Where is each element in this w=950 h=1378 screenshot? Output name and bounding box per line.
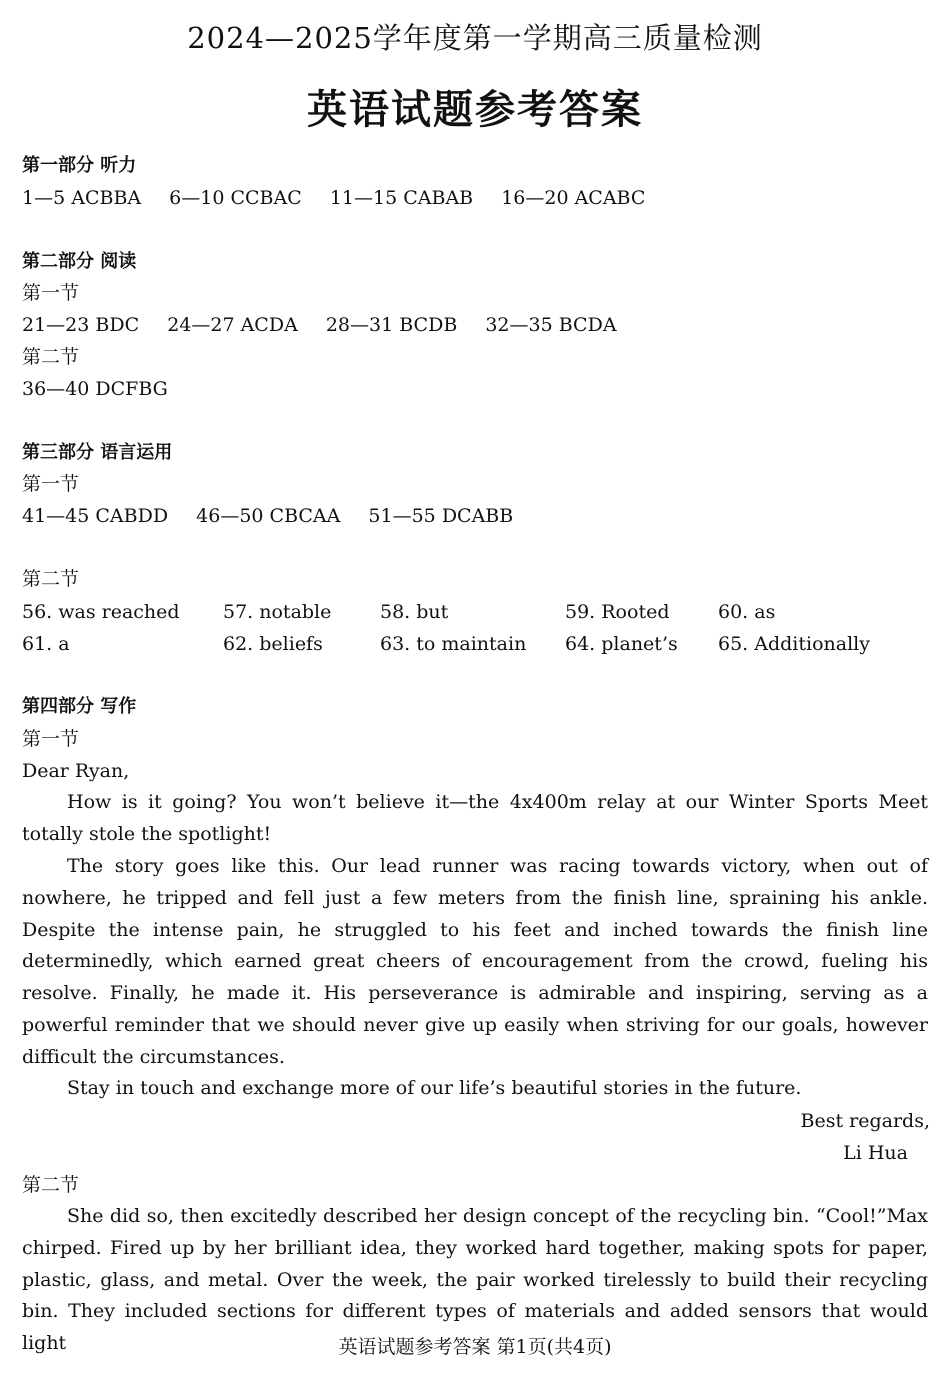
part1-heading: 第一部分 听力: [22, 155, 137, 176]
part2-section2-answers: [22, 373, 190, 405]
part2-section2-label: 第二节: [22, 346, 80, 368]
answer-group: 1—5 ACBBA: [22, 187, 142, 209]
answer-group: 46—50 CBCAA: [196, 505, 341, 527]
letter-closing: Best regards,: [800, 1110, 930, 1132]
fill-answer: 64. planet’s: [565, 633, 678, 655]
answer-key-title: 英语试题参考答案: [307, 87, 643, 133]
letter-paragraph: How is it going? You won’t believe it—the 4x400m relay at our Winter Sports Meet totally stole the spotlight!: [22, 791, 928, 845]
part4-heading: 第四部分 写作: [22, 696, 137, 717]
answer-group: 41—45 CABDD: [22, 505, 169, 527]
letter-paragraph: Stay in touch and exchange more of our life’s beautiful stories in the future.: [67, 1077, 802, 1099]
fill-answer: 58. but: [380, 601, 449, 623]
fill-answer: 65. Additionally: [718, 633, 870, 655]
continuation-paragraph: She did so, then excitedly described her design concept of the recycling bin. “Cool!”Max chirped. Fired up by her brilliant idea, they worked hard together, making spots for paper, plastic, glass, and metal. Over the week, the pair worked tirelessly to build their recycling bin. They included sections for different types of materials and added sensors that would light: [22, 1205, 928, 1355]
answer-group: 21—23 BDC: [22, 314, 140, 336]
answer-group: 11—15 CABAB: [329, 187, 474, 209]
part4-section2-label: 第二节: [22, 1174, 80, 1196]
fill-answer: 61. a: [22, 633, 70, 655]
letter-signature: Li Hua: [843, 1142, 908, 1164]
part2-heading: 第二部分 阅读: [22, 251, 137, 272]
part2-section1-label: 第一节: [22, 282, 80, 304]
answer-group: 6—10 CCBAC: [169, 187, 302, 209]
answer-group: 32—35 BCDA: [485, 314, 617, 336]
fill-answer: 62. beliefs: [223, 633, 323, 655]
part3-section1-label: 第一节: [22, 473, 80, 495]
answer-group: 36—40 DCFBG: [22, 378, 168, 400]
fill-answer: 59. Rooted: [565, 601, 670, 623]
fill-answer: 56. was reached: [22, 601, 180, 623]
answer-group: 16—20 ACABC: [501, 187, 646, 209]
letter-paragraph: The story goes like this. Our lead runner was racing towards victory, when out of nowhere, he tripped and fell just a few meters from the finish line, spraining his ankle. Despite the intense pain, he struggled to his feet and inched towards the finish line determinedly, which earned great cheers of encouragement from the crowd, fueling his resolve. Finally, he made it. His perseverance is admirable and inspiring, serving as a powerful reminder that we should never give up easily when striving for our goals, however difficult the circumstances.: [22, 855, 928, 1068]
page-footer: 英语试题参考答案 第1页(共4页): [338, 1336, 612, 1358]
part3-section1-answers: [22, 500, 535, 532]
part3-section2-label: 第二节: [22, 568, 80, 590]
part3-heading: 第三部分 语言运用: [22, 442, 173, 463]
part1-answers: [22, 182, 667, 214]
fill-answer: 57. notable: [223, 601, 332, 623]
answer-group: 24—27 ACDA: [167, 314, 298, 336]
answer-group: 51—55 DCABB: [368, 505, 514, 527]
exam-title: 2024—2025学年度第一学期高三质量检测: [187, 21, 763, 55]
part4-section1-label: 第一节: [22, 728, 80, 750]
letter-salutation: Dear Ryan,: [22, 760, 130, 782]
fill-answer: 60. as: [718, 601, 776, 623]
fill-answer: 63. to maintain: [380, 633, 527, 655]
answer-group: 28—31 BCDB: [325, 314, 458, 336]
part2-section1-answers: [22, 309, 639, 341]
